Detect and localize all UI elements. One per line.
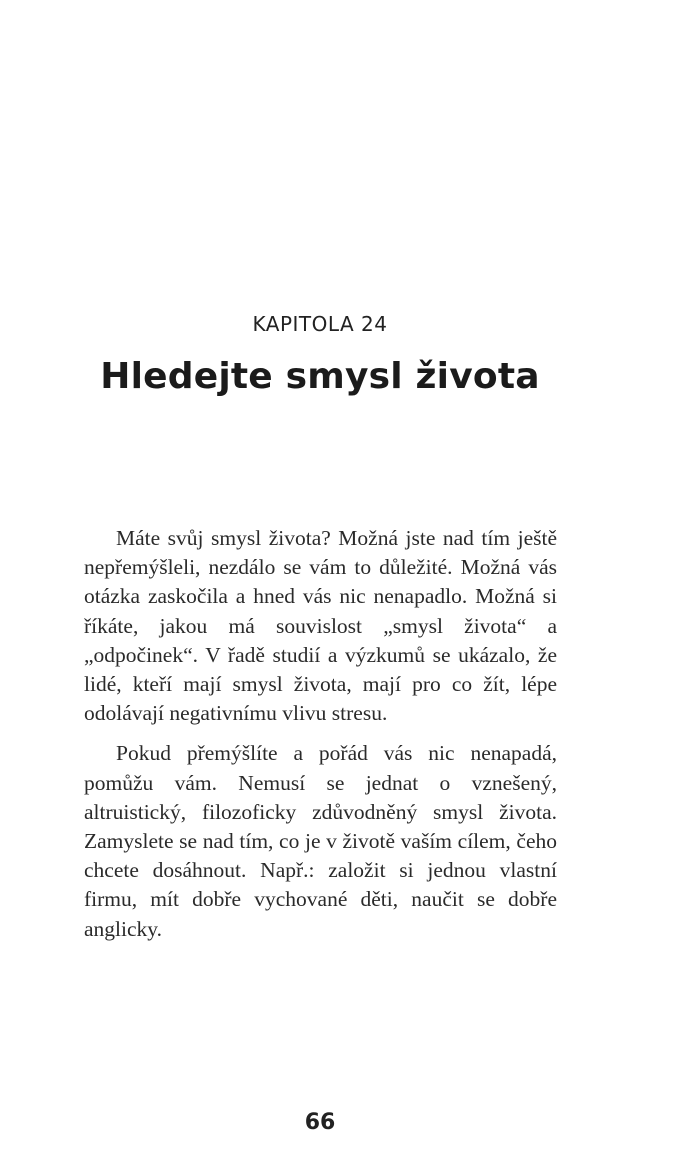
chapter-label: KAPITOLA 24 [252,312,388,336]
chapter-body [84,524,557,955]
chapter-title: Hledejte smysl života [100,356,540,397]
page-number: 66 [304,1110,336,1135]
paragraph: Pokud přemýšlíte a pořád vás nic nenapadá, pomůžu vám. Nemusí se jednat o vznešený, altruistický, filozoficky zdůvodněný smysl života. Zamyslete se nad tím, co je v životě vaším cílem, čeho chcete dosáhnout. Např.: založit si jednou vlastní firmu, mít dobře vychované děti, naučit se dobře anglicky. [84,741,557,941]
paragraph: Máte svůj smysl života? Možná jste nad tím ještě nepřemýšleli, nezdálo se vám to důležité. Možná vás otázka zaskočila a hned vás nic nenapadlo. Možná si říkáte, jakou má souvislost „smysl života“ a „odpočinek“. V řadě studií a výzkumů se ukázalo, že lidé, kteří mají smysl života, mají pro co žít, lépe odolávají negativnímu vlivu stresu. [84,526,557,726]
